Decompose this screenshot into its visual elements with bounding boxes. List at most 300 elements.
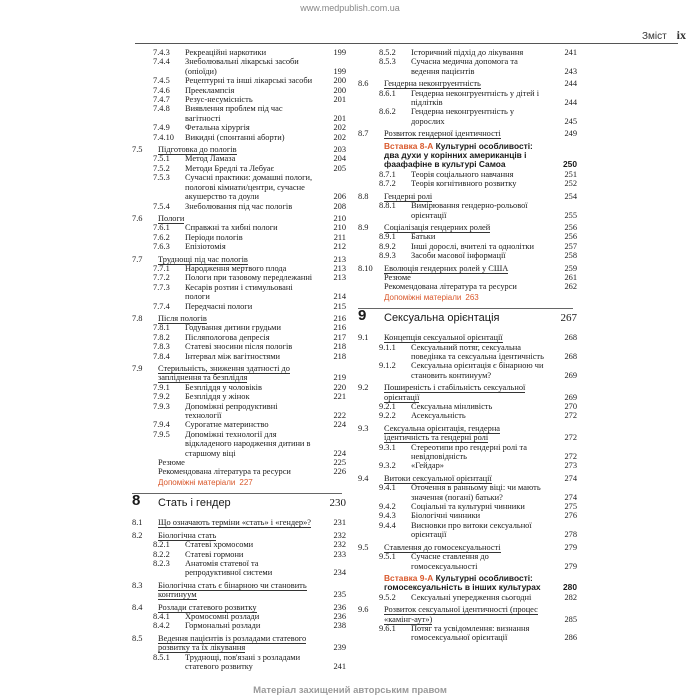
section-title bbox=[384, 264, 547, 273]
subsection-number: 9.6.1 bbox=[379, 623, 396, 633]
toc-subsection[interactable] bbox=[132, 323, 346, 333]
toc-subsection[interactable] bbox=[132, 163, 346, 173]
toc-subsection[interactable] bbox=[132, 382, 346, 392]
subsection-title bbox=[411, 593, 547, 602]
supplementary-label: Допоміжні матеріали bbox=[158, 477, 236, 487]
entry-page: 262 bbox=[564, 282, 577, 292]
subsection-title bbox=[185, 420, 316, 429]
toc-section[interactable] bbox=[132, 530, 346, 540]
entry-text: Рецептурні та інші лікарські засоби bbox=[185, 76, 313, 86]
subsection-title bbox=[411, 402, 547, 411]
subsection-number: 9.3.2 bbox=[379, 461, 396, 471]
subsection-page: 268 bbox=[564, 351, 577, 361]
section-page: 236 bbox=[333, 602, 346, 612]
entry-text: Сучасна медична допомога та ведення пацієнтів bbox=[411, 57, 518, 76]
entry-text: Анатомія статевої та репродуктивної системи bbox=[185, 558, 273, 578]
toc-subsection[interactable] bbox=[358, 411, 577, 421]
subsection-title bbox=[185, 242, 316, 251]
toc-subsection[interactable] bbox=[132, 273, 346, 283]
toc-plain-entry[interactable] bbox=[358, 272, 577, 282]
entry-text: Сексуальна орієнтація є бінарною чи становить континуум? bbox=[411, 361, 544, 380]
subsection-page: 245 bbox=[564, 116, 577, 126]
entry-text: Розвиток гендерної ідентичності bbox=[384, 129, 501, 139]
subsection-page: 211 bbox=[333, 232, 346, 242]
subsection-page: 255 bbox=[564, 210, 577, 220]
toc-subsection[interactable] bbox=[132, 429, 346, 458]
section-number: 9.5 bbox=[358, 542, 369, 552]
subsection-page: 201 bbox=[333, 95, 346, 105]
subsection-title bbox=[185, 133, 316, 142]
toc-subsection[interactable] bbox=[358, 179, 577, 189]
toc-section[interactable] bbox=[132, 145, 346, 155]
subsection-number: 8.4.1 bbox=[153, 611, 170, 621]
entry-text: Хромосомні розлади bbox=[185, 611, 260, 621]
toc-subsection[interactable] bbox=[132, 132, 346, 142]
entry-text: Кесарів розтин і стимульовані пологи bbox=[185, 282, 293, 302]
subsection-number: 8.7.1 bbox=[379, 169, 396, 179]
section-page: 219 bbox=[333, 373, 346, 383]
toc-subsection[interactable] bbox=[132, 242, 346, 252]
toc-subsection[interactable] bbox=[358, 520, 577, 540]
subsection-number: 8.6.1 bbox=[379, 88, 396, 98]
toc-section[interactable] bbox=[132, 580, 346, 600]
subsection-number: 9.5.2 bbox=[379, 592, 396, 602]
subsection-number: 7.4.3 bbox=[153, 48, 170, 57]
toc-section[interactable] bbox=[358, 222, 577, 232]
inset-box-page: 280 bbox=[563, 582, 577, 593]
entry-text: Статеві зносини після пологів bbox=[185, 342, 293, 352]
toc-subsection[interactable] bbox=[358, 461, 577, 471]
section-page: 231 bbox=[333, 518, 346, 528]
toc-subsection[interactable] bbox=[132, 652, 346, 672]
subsection-page: 272 bbox=[564, 452, 577, 462]
subsection-number: 8.2.1 bbox=[153, 540, 170, 550]
subsection-title bbox=[185, 95, 316, 104]
entry-text: Безпліддя у чоловіків bbox=[185, 382, 262, 392]
subsection-title bbox=[411, 242, 547, 251]
toc-subsection[interactable] bbox=[358, 201, 577, 220]
section-title bbox=[158, 214, 316, 223]
toc-section[interactable] bbox=[358, 383, 577, 402]
entry-text: Сучасне ставлення до гомосексуальності bbox=[411, 552, 489, 571]
subsection-title bbox=[411, 411, 547, 420]
header-title: Зміст bbox=[641, 31, 667, 42]
supplementary-label: Допоміжні матеріали bbox=[384, 292, 462, 302]
entry-text: Викидні (спонтанні аборти) bbox=[185, 132, 285, 142]
subsection-title bbox=[411, 89, 547, 108]
toc-subsection[interactable] bbox=[132, 173, 346, 202]
subsection-title bbox=[185, 223, 316, 232]
subsection-page: 218 bbox=[333, 342, 346, 352]
toc-section[interactable] bbox=[358, 333, 577, 343]
toc-subsection[interactable] bbox=[358, 511, 577, 521]
toc-section[interactable] bbox=[358, 79, 577, 89]
toc-subsection[interactable] bbox=[132, 351, 346, 361]
subsection-page: 234 bbox=[333, 568, 346, 578]
section-page: 279 bbox=[564, 542, 577, 552]
subsection-number: 7.9.5 bbox=[153, 429, 170, 439]
toc-subsection[interactable] bbox=[132, 85, 346, 95]
entry-text: Епізіотомія bbox=[185, 242, 226, 252]
section-page: 256 bbox=[564, 222, 577, 232]
section-title bbox=[384, 474, 547, 483]
section-page: 213 bbox=[333, 254, 346, 264]
toc-subsection[interactable] bbox=[358, 241, 577, 251]
subsection-page: 274 bbox=[564, 492, 577, 502]
toc-inset-box[interactable] bbox=[358, 572, 577, 593]
subsection-number: 7.7.4 bbox=[153, 301, 170, 311]
toc-section[interactable] bbox=[132, 633, 346, 653]
toc-subsection[interactable] bbox=[358, 402, 577, 411]
subsection-title bbox=[185, 154, 316, 163]
toc-subsection[interactable] bbox=[132, 123, 346, 133]
entry-text: Стереотипи про гендерні ролі та невідповідність bbox=[411, 442, 527, 462]
entry-text: Соціалізація гендерних ролей bbox=[384, 222, 491, 232]
section-page: 285 bbox=[564, 614, 577, 624]
toc-left-column bbox=[132, 48, 346, 671]
page-number: ix bbox=[676, 28, 686, 42]
toc-chapter[interactable] bbox=[132, 492, 346, 515]
entry-title: Резюме bbox=[158, 458, 185, 468]
entry-text: Післяпологова депресія bbox=[185, 332, 270, 342]
copyright-footer: Матеріал захищений авторським правом bbox=[253, 685, 447, 696]
entry-text: Теорія когнітивного розвитку bbox=[411, 179, 517, 189]
subsection-number: 7.5.4 bbox=[153, 201, 170, 211]
toc-right-column bbox=[358, 48, 577, 643]
section-title bbox=[158, 581, 316, 600]
toc-subsection[interactable] bbox=[132, 95, 346, 105]
subsection-title bbox=[185, 273, 316, 282]
subsection-title bbox=[185, 302, 316, 311]
inset-box-heading bbox=[384, 574, 547, 593]
toc-subsection[interactable] bbox=[132, 342, 346, 352]
section-title bbox=[384, 383, 547, 402]
entry-text: Гендерна неконгруентність у дітей і підлітків bbox=[411, 88, 540, 108]
section-number: 7.5 bbox=[132, 145, 143, 155]
section-title bbox=[158, 603, 316, 612]
subsection-number: 9.2.1 bbox=[379, 402, 396, 411]
section-page: 210 bbox=[333, 213, 346, 223]
toc-subsection[interactable] bbox=[132, 332, 346, 342]
chapter-title: Стать і гендер bbox=[158, 497, 231, 510]
toc-subsection[interactable] bbox=[132, 263, 346, 273]
section-page: 254 bbox=[564, 191, 577, 201]
entry-text: Безпліддя у жінок bbox=[185, 392, 250, 402]
entry-text: Знеболювання під час пологів bbox=[185, 201, 293, 211]
toc-subsection[interactable] bbox=[358, 483, 577, 502]
subsection-number: 7.9.1 bbox=[153, 382, 170, 392]
entry-text: Стерильність, зниження здатності до запліднення та безплідля bbox=[158, 364, 290, 383]
subsection-number: 7.6.3 bbox=[153, 242, 170, 252]
subsection-number: 8.6.2 bbox=[379, 107, 396, 117]
subsection-number: 8.4.2 bbox=[153, 621, 170, 631]
section-title bbox=[158, 531, 316, 540]
subsection-title bbox=[411, 201, 547, 220]
toc-subsection[interactable] bbox=[358, 251, 577, 261]
section-page: 249 bbox=[564, 129, 577, 139]
subsection-number: 7.9.2 bbox=[153, 392, 170, 402]
subsection-page: 213 bbox=[333, 273, 346, 283]
subsection-page: 233 bbox=[333, 549, 346, 559]
toc-subsection[interactable] bbox=[358, 623, 577, 643]
subsection-number: 8.9.1 bbox=[379, 232, 396, 242]
section-page: 272 bbox=[564, 433, 577, 443]
section-number: 8.8 bbox=[358, 191, 369, 201]
inset-box-title: Культурні особливості: два духи у корінних американців і фаафафіне в культурі Самоа bbox=[384, 140, 533, 170]
toc-section[interactable] bbox=[358, 263, 577, 273]
subsection-title bbox=[411, 502, 547, 511]
subsection-title bbox=[185, 164, 316, 173]
toc-subsection[interactable] bbox=[358, 552, 577, 571]
section-title bbox=[384, 333, 547, 342]
subsection-page: 278 bbox=[564, 530, 577, 540]
subsection-number: 8.9.2 bbox=[379, 241, 396, 251]
subsection-title bbox=[411, 443, 547, 462]
toc-subsection[interactable] bbox=[358, 361, 577, 380]
subsection-title bbox=[411, 179, 547, 188]
entry-text: Що означають терміни «стать» і «гендер»? bbox=[158, 518, 311, 528]
toc-section[interactable] bbox=[358, 191, 577, 201]
entry-text: Метод Ламаза bbox=[185, 154, 236, 164]
subsection-number: 7.4.10 bbox=[153, 132, 174, 142]
toc-subsection[interactable] bbox=[132, 540, 346, 550]
subsection-page: 241 bbox=[333, 661, 346, 671]
toc-subsection[interactable] bbox=[132, 57, 346, 76]
toc-subsection[interactable] bbox=[358, 592, 577, 602]
toc-section[interactable] bbox=[358, 473, 577, 483]
subsection-number: 8.7.2 bbox=[379, 179, 396, 189]
subsection-title bbox=[185, 342, 316, 351]
subsection-title bbox=[185, 76, 316, 85]
entry-text: Соціальні та культурні чинники bbox=[411, 502, 525, 512]
toc-subsection[interactable] bbox=[132, 392, 346, 402]
section-title bbox=[158, 634, 316, 653]
toc-section[interactable] bbox=[132, 254, 346, 264]
toc-subsection[interactable] bbox=[132, 420, 346, 430]
toc-section[interactable] bbox=[358, 605, 577, 624]
subsection-title bbox=[411, 57, 547, 76]
running-header bbox=[642, 28, 686, 43]
subsection-number: 8.9.3 bbox=[379, 251, 396, 261]
toc-subsection[interactable] bbox=[132, 282, 346, 302]
subsection-page: 220 bbox=[333, 382, 346, 392]
toc-plain-entry[interactable] bbox=[358, 282, 577, 292]
subsection-page: 270 bbox=[564, 402, 577, 411]
entry-text: Концепція сексуальної орієнтації bbox=[384, 333, 503, 343]
toc-subsection[interactable] bbox=[132, 301, 346, 311]
entry-text: Ведення пацієнтів із розладами статевого розвитку та їх лікування bbox=[158, 633, 307, 653]
subsection-title bbox=[411, 251, 547, 260]
section-number: 9.3 bbox=[358, 423, 369, 433]
subsection-page: 216 bbox=[333, 323, 346, 333]
section-page: 269 bbox=[564, 392, 577, 402]
section-number: 9.2 bbox=[358, 383, 369, 393]
section-page: 203 bbox=[333, 145, 346, 155]
toc-subsection[interactable] bbox=[132, 48, 346, 57]
subsection-page: 205 bbox=[333, 163, 346, 173]
subsection-page: 252 bbox=[564, 179, 577, 189]
entry-text: Статеві гормони bbox=[185, 549, 244, 559]
toc-subsection[interactable] bbox=[358, 48, 577, 57]
subsection-page: 269 bbox=[564, 370, 577, 380]
subsection-number: 7.5.1 bbox=[153, 154, 170, 164]
subsection-page: 218 bbox=[333, 351, 346, 361]
subsection-page: 215 bbox=[333, 301, 346, 311]
toc-subsection[interactable] bbox=[132, 401, 346, 421]
subsection-number: 8.5.3 bbox=[379, 57, 396, 67]
entry-text: Труднощі, пов'язані з розладами статевого розвитку bbox=[185, 652, 301, 671]
toc-section[interactable] bbox=[132, 213, 346, 223]
section-number: 9.6 bbox=[358, 605, 369, 615]
entry-text: Резус-несумісність bbox=[185, 95, 253, 105]
subsection-title bbox=[185, 202, 316, 211]
subsection-number: 7.4.8 bbox=[153, 104, 170, 114]
subsection-title bbox=[185, 57, 316, 76]
entry-text: Сучасні практики: домашні пологи, пологові кімнати/центри, сучасне акушерство та доули bbox=[185, 173, 313, 202]
toc-subsection[interactable] bbox=[358, 107, 577, 126]
section-page: 216 bbox=[333, 313, 346, 323]
chapter-page: 230 bbox=[329, 497, 346, 510]
section-number: 9.1 bbox=[358, 333, 369, 343]
toc-subsection[interactable] bbox=[358, 57, 577, 76]
entry-text: Гендерна неконгруентність у дорослих bbox=[411, 107, 515, 126]
entry-text: Виявлення проблем під час вагітності bbox=[185, 104, 283, 123]
section-number: 8.1 bbox=[132, 518, 143, 528]
toc-subsection[interactable] bbox=[132, 611, 346, 621]
subsection-number: 7.5.3 bbox=[153, 173, 170, 183]
toc-subsection[interactable] bbox=[358, 442, 577, 462]
toc-section[interactable] bbox=[132, 518, 346, 528]
toc-subsection[interactable] bbox=[358, 88, 577, 108]
subsection-title bbox=[185, 559, 316, 578]
toc-plain-entry[interactable] bbox=[132, 458, 346, 468]
subsection-number: 9.4.4 bbox=[379, 520, 396, 530]
toc-subsection[interactable] bbox=[132, 621, 346, 631]
section-number: 8.6 bbox=[358, 79, 369, 89]
toc-section[interactable] bbox=[358, 423, 577, 443]
entry-text: Вимірювання гендерно-рольової орієнтації bbox=[411, 201, 528, 220]
toc-subsection[interactable] bbox=[132, 104, 346, 123]
toc-subsection[interactable] bbox=[132, 223, 346, 233]
entry-text: Фетальна хірургія bbox=[185, 123, 250, 133]
section-number: 8.7 bbox=[358, 129, 369, 139]
toc-inset-box[interactable] bbox=[358, 140, 577, 170]
toc-subsection[interactable] bbox=[132, 201, 346, 211]
entry-text: Сексуальний потяг, сексуальна поведінка та сексуальна ідентичність bbox=[411, 342, 544, 361]
inset-box-heading bbox=[384, 142, 547, 170]
entry-text: Біологічна стать є бінарною чи становить континуум bbox=[158, 580, 307, 600]
toc-section[interactable] bbox=[132, 602, 346, 612]
subsection-page: 279 bbox=[564, 561, 577, 571]
subsection-page: 210 bbox=[333, 223, 346, 233]
toc-subsection[interactable] bbox=[358, 169, 577, 179]
subsection-page: 214 bbox=[333, 292, 346, 302]
supplementary-entry bbox=[384, 293, 573, 302]
subsection-title bbox=[185, 48, 316, 57]
toc-subsection[interactable] bbox=[132, 76, 346, 86]
entry-text: Висновки про витоки сексуальної орієнтації bbox=[411, 520, 532, 540]
section-number: 7.8 bbox=[132, 313, 143, 323]
subsection-page: 199 bbox=[333, 66, 346, 76]
section-title bbox=[158, 255, 316, 264]
toc-section[interactable] bbox=[132, 313, 346, 323]
entry-text: Інтервал між вагітностями bbox=[185, 351, 281, 361]
toc-subsection[interactable] bbox=[132, 154, 346, 164]
subsection-number: 7.8.4 bbox=[153, 351, 170, 361]
toc-chapter[interactable] bbox=[358, 307, 577, 330]
entry-text: Засоби масової інформації bbox=[411, 251, 506, 261]
entry-text: Гормональні розлади bbox=[185, 621, 261, 631]
toc-section[interactable] bbox=[132, 364, 346, 383]
subsection-number: 7.5.2 bbox=[153, 163, 170, 173]
entry-text: Передчасні пологи bbox=[185, 301, 253, 311]
entry-text: Ставлення до гомосексуальності bbox=[384, 542, 501, 552]
subsection-number: 7.8.1 bbox=[153, 323, 170, 333]
chapter-number: 9 bbox=[358, 307, 367, 325]
subsection-number: 9.3.1 bbox=[379, 442, 396, 452]
subsection-page: 257 bbox=[564, 241, 577, 251]
toc-subsection[interactable] bbox=[132, 558, 346, 578]
subsection-title bbox=[411, 521, 547, 540]
section-number: 7.6 bbox=[132, 213, 143, 223]
subsection-title bbox=[411, 343, 547, 362]
subsection-title bbox=[185, 430, 316, 458]
subsection-page: 221 bbox=[333, 392, 346, 402]
subsection-number: 7.6.1 bbox=[153, 223, 170, 233]
entry-text: Потяг та усвідомлення: визнання гомосексуальної орієнтації bbox=[411, 623, 530, 643]
toc-section[interactable] bbox=[358, 542, 577, 552]
toc-subsection[interactable] bbox=[132, 549, 346, 559]
subsection-title bbox=[411, 107, 547, 126]
inset-box-tag: Вставка 9-А bbox=[384, 572, 434, 583]
subsection-number: 9.5.1 bbox=[379, 552, 396, 562]
section-number: 8.10 bbox=[358, 263, 373, 273]
subsection-page: 200 bbox=[333, 85, 346, 95]
toc-subsection[interactable] bbox=[358, 342, 577, 362]
section-title bbox=[384, 424, 547, 443]
section-title bbox=[384, 543, 547, 552]
toc-supplementary[interactable] bbox=[358, 293, 573, 302]
toc-subsection[interactable] bbox=[358, 232, 577, 242]
subsection-title bbox=[411, 461, 547, 470]
entry-text: Сексуальні упередження сьогодні bbox=[411, 592, 532, 602]
entry-text: Справжні та хибні пологи bbox=[185, 223, 278, 233]
subsection-title bbox=[185, 104, 316, 123]
subsection-number: 7.7.3 bbox=[153, 282, 170, 292]
source-url: www.medpublish.com.ua bbox=[300, 3, 400, 13]
supplementary-page: 227 bbox=[239, 477, 253, 487]
subsection-page: 213 bbox=[333, 263, 346, 273]
entry-text: Еволюція гендерних ролей у США bbox=[384, 263, 509, 273]
entry-text: Теорія соціального навчання bbox=[411, 169, 514, 179]
subsection-title bbox=[185, 612, 316, 621]
toc-subsection[interactable] bbox=[358, 502, 577, 512]
subsection-number: 7.4.4 bbox=[153, 57, 170, 67]
header-rule bbox=[135, 43, 678, 44]
toc-section[interactable] bbox=[358, 129, 577, 139]
entry-text: Розлади статевого розвитку bbox=[158, 602, 257, 612]
toc-subsection[interactable] bbox=[132, 232, 346, 242]
subsection-title bbox=[411, 48, 547, 57]
subsection-page: 244 bbox=[564, 98, 577, 108]
section-page: 232 bbox=[333, 530, 346, 540]
subsection-title bbox=[185, 550, 316, 559]
supplementary-page: 263 bbox=[465, 292, 479, 302]
toc-plain-entry[interactable] bbox=[132, 467, 346, 477]
toc-supplementary[interactable] bbox=[132, 478, 342, 487]
entry-text: «Гейдар» bbox=[411, 461, 444, 471]
subsection-page: 201 bbox=[333, 113, 346, 123]
